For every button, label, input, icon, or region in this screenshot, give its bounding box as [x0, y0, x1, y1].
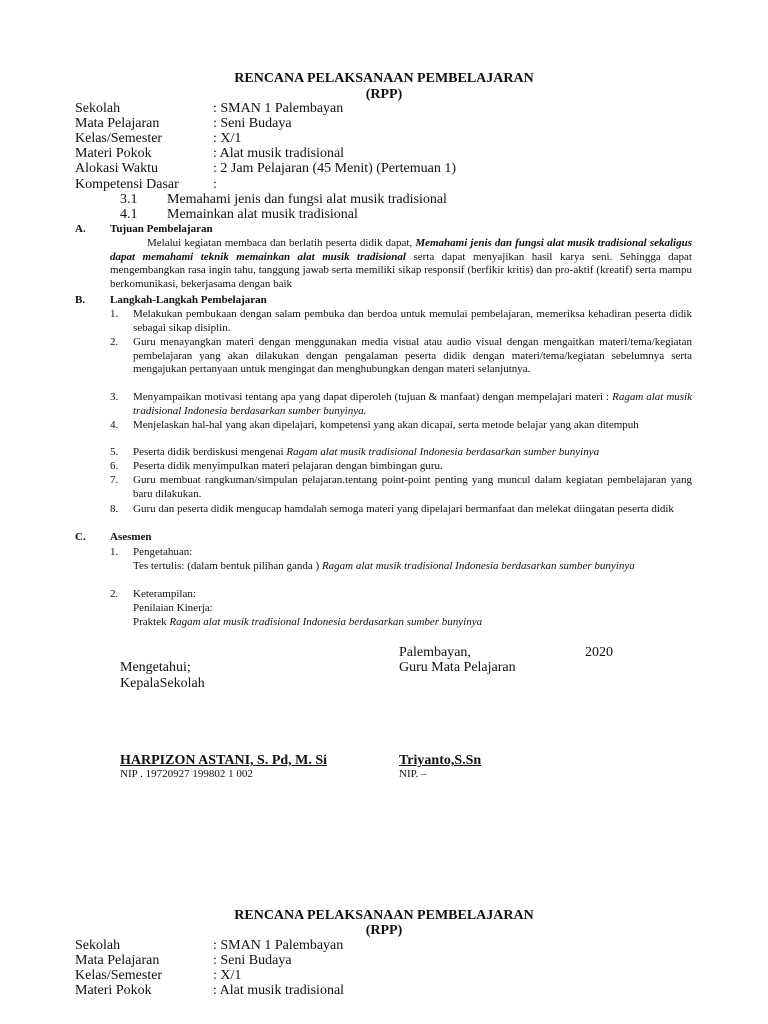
principal-role: KepalaSekolah	[120, 676, 205, 691]
competency-number: 3.1	[120, 192, 138, 207]
principal-name: HARPIZON ASTANI, S. Pd, M. Si	[120, 753, 328, 768]
identity-value: : Alat musik tradisional	[213, 146, 345, 161]
document-title: RENCANA PELAKSANAAN PEMBELAJARAN	[234, 71, 534, 86]
identity-label: Sekolah	[75, 101, 121, 116]
identity-value: : SMAN 1 Palembayan	[213, 938, 344, 953]
section-c-letter: C.	[75, 531, 86, 543]
assessment-number: 1.	[110, 546, 119, 558]
identity-label: Materi Pokok	[75, 983, 152, 998]
section-c-title: Asesmen	[110, 531, 152, 543]
signature-year: 2020	[585, 645, 613, 660]
objective-emphasis: Memahami jenis dan fungsi alat musik tradisional sekaligus dapat memahami teknik memainkan alat musik tradisional	[110, 237, 692, 263]
identity-value: : Seni Budaya	[213, 953, 292, 968]
identity-value: : X/1	[213, 968, 242, 983]
assessment-number: 2.	[110, 588, 119, 600]
competency-text: Memainkan alat musik tradisional	[167, 207, 358, 222]
assessment-label: Pengetahuan:	[133, 546, 193, 558]
competency-text: Memahami jenis dan fungsi alat musik tradisional	[167, 192, 447, 207]
identity-value: : 2 Jam Pelajaran (45 Menit) (Pertemuan 1)	[213, 161, 456, 176]
section-a-letter: A.	[75, 223, 86, 235]
identity-value: :	[213, 177, 217, 192]
section-a-paragraph: Melalui kegiatan membaca dan berlatih peserta didik dapat, Memahami jenis dan fungsi alat musik tradisional sekaligus dapat memahami teknik memainkan alat musik tradisional serta dapat menyajikan hasil karya seni. Sehingga dapat mengembangkan rasa ingin tahu, tanggung jawab serta memiliki sikap responsif (berfikir kritis) dan pro-aktif (kreatif) serta mampu berkomunikasi, bekerjasama dengan baik	[110, 237, 692, 290]
identity-label: Mata Pelajaran	[75, 116, 160, 131]
identity-value: : Alat musik tradisional	[213, 983, 345, 998]
identity-value: : SMAN 1 Palembayan	[213, 101, 344, 116]
assessment-label: Keterampilan:	[133, 588, 196, 600]
teacher-role: Guru Mata Pelajaran	[399, 660, 516, 675]
principal-nip: NIP . 19720927 199802 1 002	[120, 768, 253, 780]
identity-value: : X/1	[213, 131, 242, 146]
identity-label: Materi Pokok	[75, 146, 152, 161]
assessment-knowledge-text: Tes tertulis: (dalam bentuk pilihan ganda ) Ragam alat musik tradisional Indonesia berdasarkan sumber bunyinya	[133, 560, 635, 572]
document-subtitle: (RPP)	[365, 923, 403, 938]
section-a-title: Tujuan Pembelajaran	[110, 223, 213, 235]
teacher-name: Triyanto,S.Sn	[399, 753, 482, 768]
identity-label: Kelas/Semester	[75, 131, 163, 146]
section-b-letter: B.	[75, 294, 86, 306]
section-b-title: Langkah-Langkah Pembelajaran	[110, 294, 267, 306]
identity-label: Kompetensi Dasar	[75, 177, 179, 192]
approval-label: Mengetahui;	[120, 660, 191, 675]
assessment-skill-text: Praktek Ragam alat musik tradisional Indonesia berdasarkan sumber bunyinya	[133, 616, 483, 628]
signature-place: Palembayan,	[399, 645, 471, 660]
assessment-line: Penilaian Kinerja:	[133, 602, 213, 614]
identity-label: Alokasi Waktu	[75, 161, 158, 176]
teacher-nip: NIP. –	[399, 768, 427, 780]
document-title: RENCANA PELAKSANAAN PEMBELAJARAN	[234, 908, 534, 923]
identity-label: Kelas/Semester	[75, 968, 163, 983]
identity-value: : Seni Budaya	[213, 116, 292, 131]
competency-number: 4.1	[120, 207, 138, 222]
document-page: RENCANA PELAKSANAAN PEMBELAJARAN (RPP) Sekolah : SMAN 1 Palembayan Mata Pelajaran : Seni Budaya Kelas/Semester : X/1 Materi Pokok : Alat musik tradisional Alokasi Waktu : 2 Jam Pelajaran (45 Menit) (Pertemuan 1) Kompetensi Dasar : 3.1 Memahami jenis dan fungsi alat musik tradisional 4.1 Memainkan alat musik tradisional A. Tujuan Pembelajaran Melalui kegiatan membaca dan berlatih peserta didik dapat, Memahami jenis dan fungsi alat musik tradisional sekaligus dapat memahami teknik memainkan alat musik tradisional serta dapat menyajikan hasil karya seni. Sehingga dapat mengembangkan rasa ingin tahu, tanggung jawab serta memiliki sikap responsif (berfikir kritis) dan pro-aktif (kreatif) serta mampu berkomunikasi, bekerjasama dengan baik B. Langkah-Langkah Pembelajaran 1. Melakukan pembukaan dengan salam pembuka dan berdoa untuk memulai pembelajaran, memeriksa kehadiran peserta didik sebagai sikap disiplin. 2. Guru menayangkan materi dengan menggunakan media visual atau audio visual dengan mengaitkan materi/tema/kegiatan pembelajaran yang akan dilakukan dengan pengalaman peserta didik dengan materi/tema/kegiatan sebelumnya serta mengajukan pertanyaan untuk mengingat dan menghubungkan dengan materi selanjutnya. 3. Menyampaikan motivasi tentang apa yang dapat diperoleh (tujuan & manfaat) dengan mempelajari materi : Ragam alat musik tradisional Indonesia berdasarkan sumber bunyinya. 4. Menjelaskan hal-hal yang akan dipelajari, kompetensi yang akan dicapai, serta metode belajar yang akan ditempuh 5. Peserta didik berdiskusi mengenai Ragam alat musik tradisional Indonesia berdasarkan sumber bunyinya 6. Peserta didik menyimpulkan materi pelajaran dengan bimbingan guru. 7. Guru membuat rangkuman/simpulan pelajaran.tentang point-point penting yang muncul dalam kegiatan pembelajaran yang baru dilakukan. 8. Guru dan peserta didik mengucap hamdalah semoga materi yang dipelajari bermanfaat dan melekat diingatan peserta didik C. Asesmen 1. Pengetahuan: Tes tertulis: (dalam bentuk pilihan ganda ) Ragam alat musik tradisional Indonesia berdasarkan sumber bunyinya 2. Keterampilan: Penilaian Kinerja: Praktek Ragam alat musik tradisional Indonesia berdasarkan sumber bunyinya Palembayan, 2020 Mengetahui; Guru Mata Pelajaran KepalaSekolah HARPIZON ASTANI, S. Pd, M. Si Triyanto,S.Sn NIP . 19720927 199802 1 002 NIP. – RENCANA PELAKSANAAN PEMBELAJARAN (RPP) Sekolah : SMAN 1 Palembayan Mata Pelajaran : Seni Budaya Kelas/Semester : X/1 Materi Pokok : Alat musik tradisional	[0, 0, 768, 1024]
identity-label: Mata Pelajaran	[75, 953, 160, 968]
document-subtitle: (RPP)	[365, 87, 403, 102]
identity-label: Sekolah	[75, 938, 121, 953]
